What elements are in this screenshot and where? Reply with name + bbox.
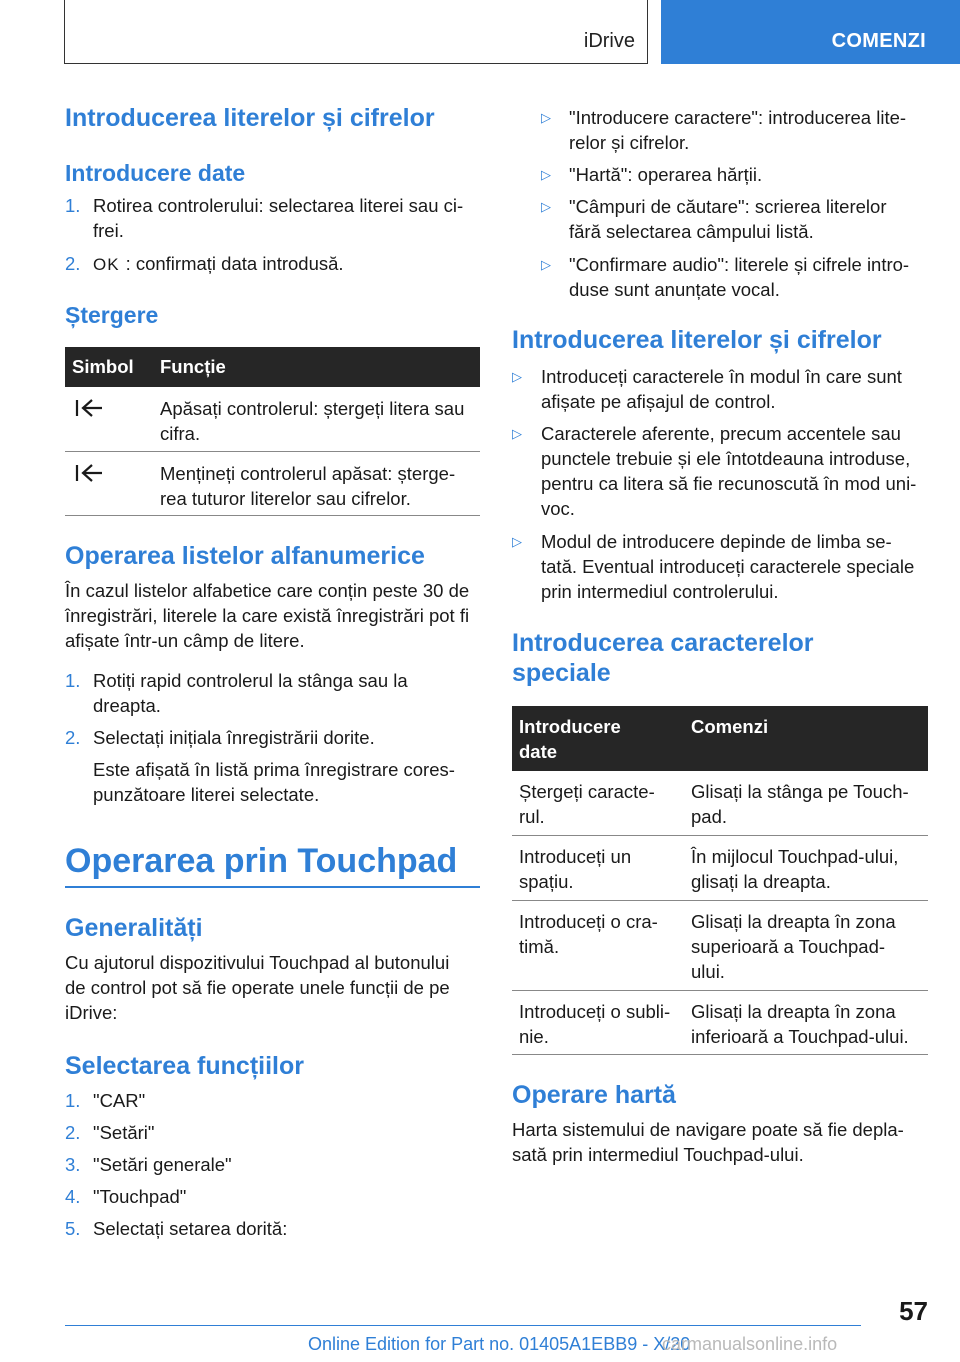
list-number: 3. xyxy=(65,1154,81,1175)
list-item: Selectați setarea dorită: xyxy=(93,1218,288,1239)
list-item: "Hartă": operarea hărții. xyxy=(569,164,763,185)
list-item: "Setări" xyxy=(93,1122,155,1143)
section-title-map: Operare hartă xyxy=(512,1081,676,1109)
delete-table xyxy=(65,347,480,516)
list-item: "Câmpuri de căutare": scrierea literelor fără selectarea câmpului listă. xyxy=(569,196,887,242)
subtitle-data-entry: Introducere date xyxy=(65,160,246,186)
page-number: 57 xyxy=(899,1296,928,1326)
list-note: Este afișată în listă prima înregistrare cores- punzătoare literei selectate. xyxy=(93,759,455,805)
table-cell: Ștergeți caracte- rul. xyxy=(512,771,683,835)
watermark: carmanualsonline.info xyxy=(662,1334,838,1354)
list-number: 2. xyxy=(65,1122,81,1143)
table-cell: Glisați la dreapta în zona superioară a Touchpad- ului. xyxy=(683,900,928,990)
table-header: Funcție xyxy=(152,347,480,387)
list-item: "Setări generale" xyxy=(93,1154,232,1175)
table-cell: Mențineți controlerul apăsat: ștergе- rea tuturor literelor sau cifrelor. xyxy=(152,451,480,515)
section-title-special-chars: Introducerea caracterelor speciale xyxy=(512,629,814,687)
list-number: 2. xyxy=(65,727,81,748)
table-header: Simbol xyxy=(65,347,152,387)
section-title-letters: Introducerea literelor și cifrelor xyxy=(65,104,435,132)
delete-arrow-icon xyxy=(75,462,105,484)
footer-rule xyxy=(65,1325,861,1326)
list-item: Selectați inițiala înregistrării dorite. xyxy=(93,727,375,748)
table-cell xyxy=(65,451,152,515)
paragraph: În cazul listelor alfabetice care conțin peste 30 de înregistrări, literele la care există înregistrări pot fi afișate într-un câmp de litere. xyxy=(65,580,470,651)
list-item: OK : confirmați data introdusă. xyxy=(93,251,483,277)
table-cell xyxy=(65,387,152,451)
list-item: "CAR" xyxy=(93,1090,146,1111)
section-title-select-functions: Selectarea funcțiilor xyxy=(65,1052,304,1080)
list-item: Rotirea controlerului: selectarea literei sau ci- frei. xyxy=(93,195,464,241)
list-number: 1. xyxy=(65,195,81,216)
paragraph: Harta sistemului de navigare poate să fie depla- sată prin intermediul Touchpad-ului. xyxy=(512,1119,904,1165)
list-item: "Touchpad" xyxy=(93,1186,187,1207)
table-cell: Introduceți un spațiu. xyxy=(512,835,683,900)
table-cell: Apăsați controlerul: ștergeți litera sau cifra. xyxy=(152,387,480,451)
footer-edition: Online Edition for Part no. 01405A1EBB9 - X/20 xyxy=(308,1334,691,1354)
table-cell: Introduceți o cra- timă. xyxy=(512,900,683,990)
section-title-lists: Operarea listelor alfanumerice xyxy=(65,542,425,570)
header-frame xyxy=(64,0,648,64)
header-tab-label: COMENZI xyxy=(831,30,926,52)
list-item: Caracterele aferente, precum accentele sau punctele trebuie și ele întotdeauna introduse, pentru ca litera să fie recunoscută în mod uni- voc. xyxy=(541,423,917,519)
triangle-right-icon: ▷ xyxy=(541,199,551,214)
chapter-title: Operarea prin Touchpad xyxy=(65,842,458,880)
triangle-right-icon: ▷ xyxy=(512,534,522,549)
triangle-right-icon: ▷ xyxy=(541,110,551,125)
ok-icon: OK xyxy=(93,255,120,274)
header-tab[interactable] xyxy=(661,0,960,64)
section-title-general: Generalități xyxy=(65,914,203,942)
table-cell: Introduceți o subli- nie. xyxy=(512,990,683,1054)
triangle-right-icon: ▷ xyxy=(512,426,522,441)
list-item: Introduceți caracterele în modul în care sunt afișate pe afișajul de control. xyxy=(541,366,902,412)
triangle-right-icon: ▷ xyxy=(512,369,522,384)
triangle-right-icon: ▷ xyxy=(541,257,551,272)
list-number: 5. xyxy=(65,1218,81,1239)
header-section: iDrive xyxy=(583,30,635,52)
paragraph: Cu ajutorul dispozitivului Touchpad al butonului de control pot să fie operate unele funcții de pe iDrive: xyxy=(65,952,450,1023)
list-number: 4. xyxy=(65,1186,81,1207)
list-number: 1. xyxy=(65,670,81,691)
list-item: Modul de introducere depinde de limba se- tată. Eventual introduceți caracterele speciale prin intermediul controlerului. xyxy=(541,531,915,602)
triangle-right-icon: ▷ xyxy=(541,167,551,182)
special-chars-table xyxy=(512,706,928,1055)
table-header: Comenzi xyxy=(683,706,928,771)
list-number: 1. xyxy=(65,1090,81,1111)
list-item: "Confirmare audio": literele și cifrele intro- duse sunt anunțate vocal. xyxy=(569,254,910,300)
list-item: Rotiți rapid controlerul la stânga sau la dreapta. xyxy=(93,670,408,716)
list-number: 2. xyxy=(65,253,81,274)
table-cell: Glisați la stânga pe Touch- pad. xyxy=(683,771,928,835)
section-title-letters-2: Introducerea literelor și cifrelor xyxy=(512,326,882,354)
table-cell: În mijlocul Touchpad-ului, glisați la dreapta. xyxy=(683,835,928,900)
table-cell: Glisați la dreapta în zona inferioară a Touchpad-ului. xyxy=(683,990,928,1054)
chapter-rule xyxy=(65,886,480,888)
subtitle-delete: Ștergere xyxy=(65,302,159,328)
table-header: Introducere date xyxy=(512,706,683,771)
delete-arrow-icon xyxy=(75,397,105,419)
list-item: "Introducere caractere": introducerea lite- relor și cifrelor. xyxy=(569,107,907,153)
